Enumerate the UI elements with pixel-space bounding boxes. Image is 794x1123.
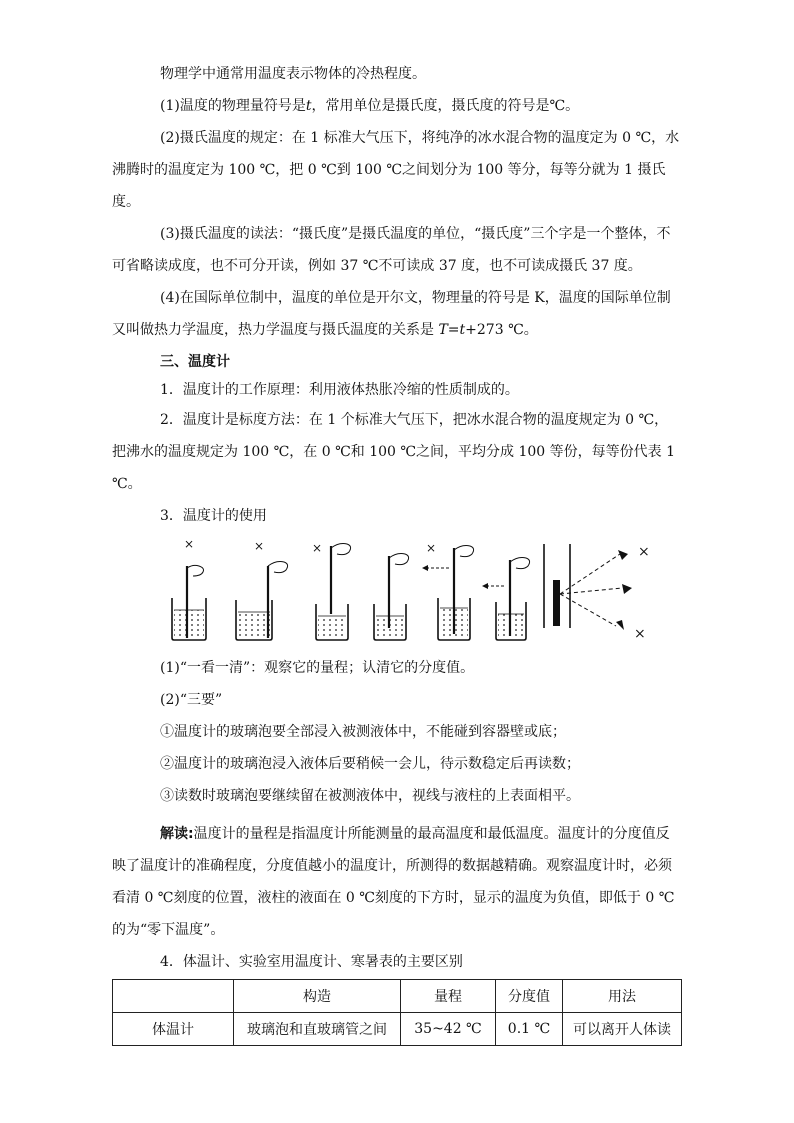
thermometer-usage-figure <box>160 538 660 653</box>
paragraph-3: (3)摄氏温度的读法：“摄氏度”是摄氏温度的单位，“摄氏度”三个字是一个整体，不可省略读成度，也不可分开读，例如 37 ℃不可读成 37 度，也不可读成摄氏 37 度。 <box>112 226 671 274</box>
header-cell: 用法 <box>563 980 682 1013</box>
beaker-5 <box>422 546 474 641</box>
mark-2: × <box>254 539 265 553</box>
p4-t: t <box>459 322 466 338</box>
table-cell: 0.1 ℃ <box>496 1013 563 1046</box>
mark-5: × <box>638 544 650 560</box>
table-cell: 玻璃泡和直玻璃管之间 <box>234 1013 401 1046</box>
header-cell: 构造 <box>234 980 401 1013</box>
interpretation-paragraph <box>112 818 682 946</box>
rule-3: ③读数时玻璃泡要继续留在被测液体中，视线与液柱的上表面相平。 <box>160 788 580 804</box>
mark-3: × <box>312 541 323 555</box>
rule-1: ①温度计的玻璃泡要全部浸入被测液体中，不能碰到容器壁或底； <box>160 724 566 740</box>
p4-T: T <box>438 322 448 338</box>
mark-1: × <box>184 538 195 551</box>
beaker-6 <box>482 558 530 641</box>
interpretation-label: 解读: <box>160 826 194 842</box>
beaker-4 <box>374 554 409 641</box>
rule-2: ②温度计的玻璃泡浸入液体后要稍候一会儿，待示数稳定后再读数； <box>160 756 580 772</box>
usage-item-1: (1)“一看一清”：观察它的量程；认清它的分度值。 <box>160 660 475 676</box>
section-item-1: 1．温度计的工作原理：利用液体热胀冷缩的性质制成的。 <box>160 382 519 398</box>
table-cell: 35~42 ℃ <box>401 1013 496 1046</box>
table-cell: 体温计 <box>113 1013 234 1046</box>
mark-6: × <box>634 626 646 642</box>
section-title: 三、温度计 <box>160 354 230 370</box>
p1-text-a: (1)温度的物理量符号是 <box>160 98 306 114</box>
p4-text: (4)在国际单位制中，温度的单位是开尔文，物理量的符号是 K，温度的国际单位制又叫做热力学温度，热力学温度与摄氏温度的关系是 <box>112 290 671 338</box>
p1-text-b: ，常用单位是摄氏度，摄氏度的符号是℃。 <box>311 98 580 114</box>
paragraph-2: (2)摄氏温度的规定：在 1 标准大气压下，将纯净的冰水混合物的温度定为 0 ℃，水沸腾时的温度定为 100 ℃，把 0 ℃到 100 ℃之间划分为 100 等分，每等分就为 1 摄氏度。 <box>112 130 680 210</box>
beaker-2 <box>236 562 288 641</box>
intro-paragraph: 物理学中通常用温度表示物体的冷热程度。 <box>160 66 426 82</box>
reading-angle-diagram <box>544 544 632 630</box>
table-header-row <box>113 980 682 1013</box>
paragraph-4 <box>112 282 682 346</box>
beaker-3 <box>316 544 351 641</box>
section-item-4: 4．体温计、实验室用温度计、寒暑表的主要区别 <box>160 954 463 970</box>
table-row <box>113 1013 682 1046</box>
header-cell: 分度值 <box>496 980 563 1013</box>
table-cell: 可以离开人体读 <box>563 1013 682 1046</box>
section-item-2: 2．温度计是标度方法：在 1 个标准大气压下，把冰水混合物的温度规定为 0 ℃，把沸水的温度规定为 100 ℃，在 0 ℃和 100 ℃之间，平均分成 100 等份，每等份代表 1 ℃。 <box>112 412 676 492</box>
p4-c: +273 ℃。 <box>465 322 538 338</box>
mark-4: × <box>426 541 437 555</box>
p1-symbol: t <box>305 98 312 114</box>
header-cell <box>113 980 234 1013</box>
p4-eq: = <box>447 322 460 338</box>
section-item-3: 3．温度计的使用 <box>160 508 267 524</box>
paragraph-1 <box>112 90 682 122</box>
usage-item-2: (2)“三要” <box>160 692 223 708</box>
beaker-1 <box>172 565 206 640</box>
thermometer-comparison-table <box>112 979 682 1046</box>
header-cell: 量程 <box>401 980 496 1013</box>
interpretation-text: 温度计的量程是指温度计所能测量的最高温度和最低温度。温度计的分度值反映了温度计的准确程度，分度值越小的温度计，所测得的数据越精确。观察温度计时，必须看清 0 ℃刻度的位置，液柱的液面在 0 ℃刻度的下方时，显示的温度为负值，即低于 0 ℃的为“零下温度”。 <box>112 826 675 938</box>
